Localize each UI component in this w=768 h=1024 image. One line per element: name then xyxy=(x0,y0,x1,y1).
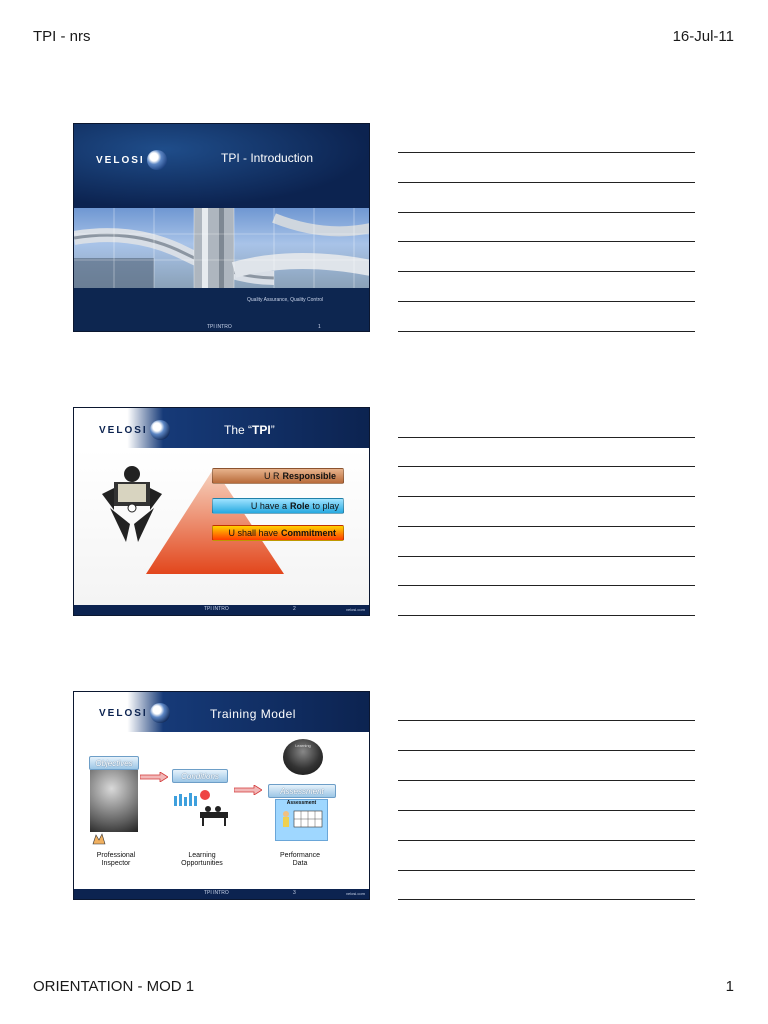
slide-2-number: 2 xyxy=(293,606,296,612)
slide-3-title: Training Model xyxy=(210,707,296,721)
logo-orb-icon xyxy=(150,420,170,440)
logo-text: VELOSI xyxy=(99,424,148,436)
page-number: 1 xyxy=(725,978,734,995)
hands-icon xyxy=(92,832,106,846)
velosi-logo xyxy=(99,703,170,723)
logo-orb-icon xyxy=(150,703,170,723)
objectives-tag: Objectives xyxy=(89,756,139,770)
page-header-title: TPI - nrs xyxy=(33,28,91,45)
slide-2-thumbnail xyxy=(73,407,370,616)
caption-learning-opportunities: Learning Opportunities xyxy=(181,852,223,867)
logo-text: VELOSI xyxy=(96,154,145,166)
arrow-right-icon xyxy=(234,785,262,795)
slide-1-title: TPI - Introduction xyxy=(221,151,314,165)
presenter-chart-icon xyxy=(276,806,329,838)
slide-1-subtitle: Quality Assurance, Quality Control xyxy=(247,297,324,303)
title-bold: TPI xyxy=(252,423,271,437)
logo-orb-icon xyxy=(147,150,167,170)
inspector-photo xyxy=(90,770,138,832)
inspector-clipart-icon xyxy=(100,464,164,542)
industrial-pipes-photo xyxy=(74,208,370,288)
slide-3-footer-label: TPI INTRO xyxy=(204,890,229,896)
slide-3-number: 3 xyxy=(293,890,296,896)
page-footer-title: ORIENTATION - MOD 1 xyxy=(33,978,195,995)
velosi-logo xyxy=(99,420,170,440)
pipes-illustration xyxy=(74,208,370,288)
title-suffix: ” xyxy=(270,423,275,437)
learning-opportunities-clipart xyxy=(172,788,232,828)
slide-2-footer-right: velosi.com xyxy=(346,607,365,612)
title-prefix: The “ xyxy=(224,423,253,437)
slide-1-footer-label: TPI INTRO xyxy=(207,324,232,330)
caption-professional-inspector: Professional Inspector xyxy=(96,852,136,867)
slide-2-footer-label: TPI INTRO xyxy=(204,606,229,612)
slide-3-thumbnail xyxy=(73,691,370,900)
pyramid-graphic xyxy=(144,468,284,578)
conditions-tag: Conditions xyxy=(172,769,228,783)
slide-1-number: 1 xyxy=(318,324,321,330)
pyramid-item-3: U shall have Commitment xyxy=(212,525,344,541)
assessment-box-label: Assessment xyxy=(286,800,317,806)
caption-performance-data: Performance Data xyxy=(279,852,321,867)
assessment-box xyxy=(275,799,328,841)
logo-text: VELOSI xyxy=(99,707,148,719)
velosi-logo xyxy=(96,150,167,170)
slide-2-title xyxy=(224,423,275,437)
learning-circle xyxy=(283,739,323,775)
assessment-tag: Assessment xyxy=(268,784,336,798)
pyramid-item-2: U have a Role to play xyxy=(212,498,344,514)
arrow-right-icon xyxy=(140,772,168,782)
slide-1-thumbnail xyxy=(73,123,370,332)
page-header-date: 16-Jul-11 xyxy=(672,28,734,45)
learning-circle-label: Learning xyxy=(295,743,311,748)
pyramid-item-1: U R Responsible xyxy=(212,468,344,484)
slide-3-footer-right: velosi.com xyxy=(346,891,365,896)
